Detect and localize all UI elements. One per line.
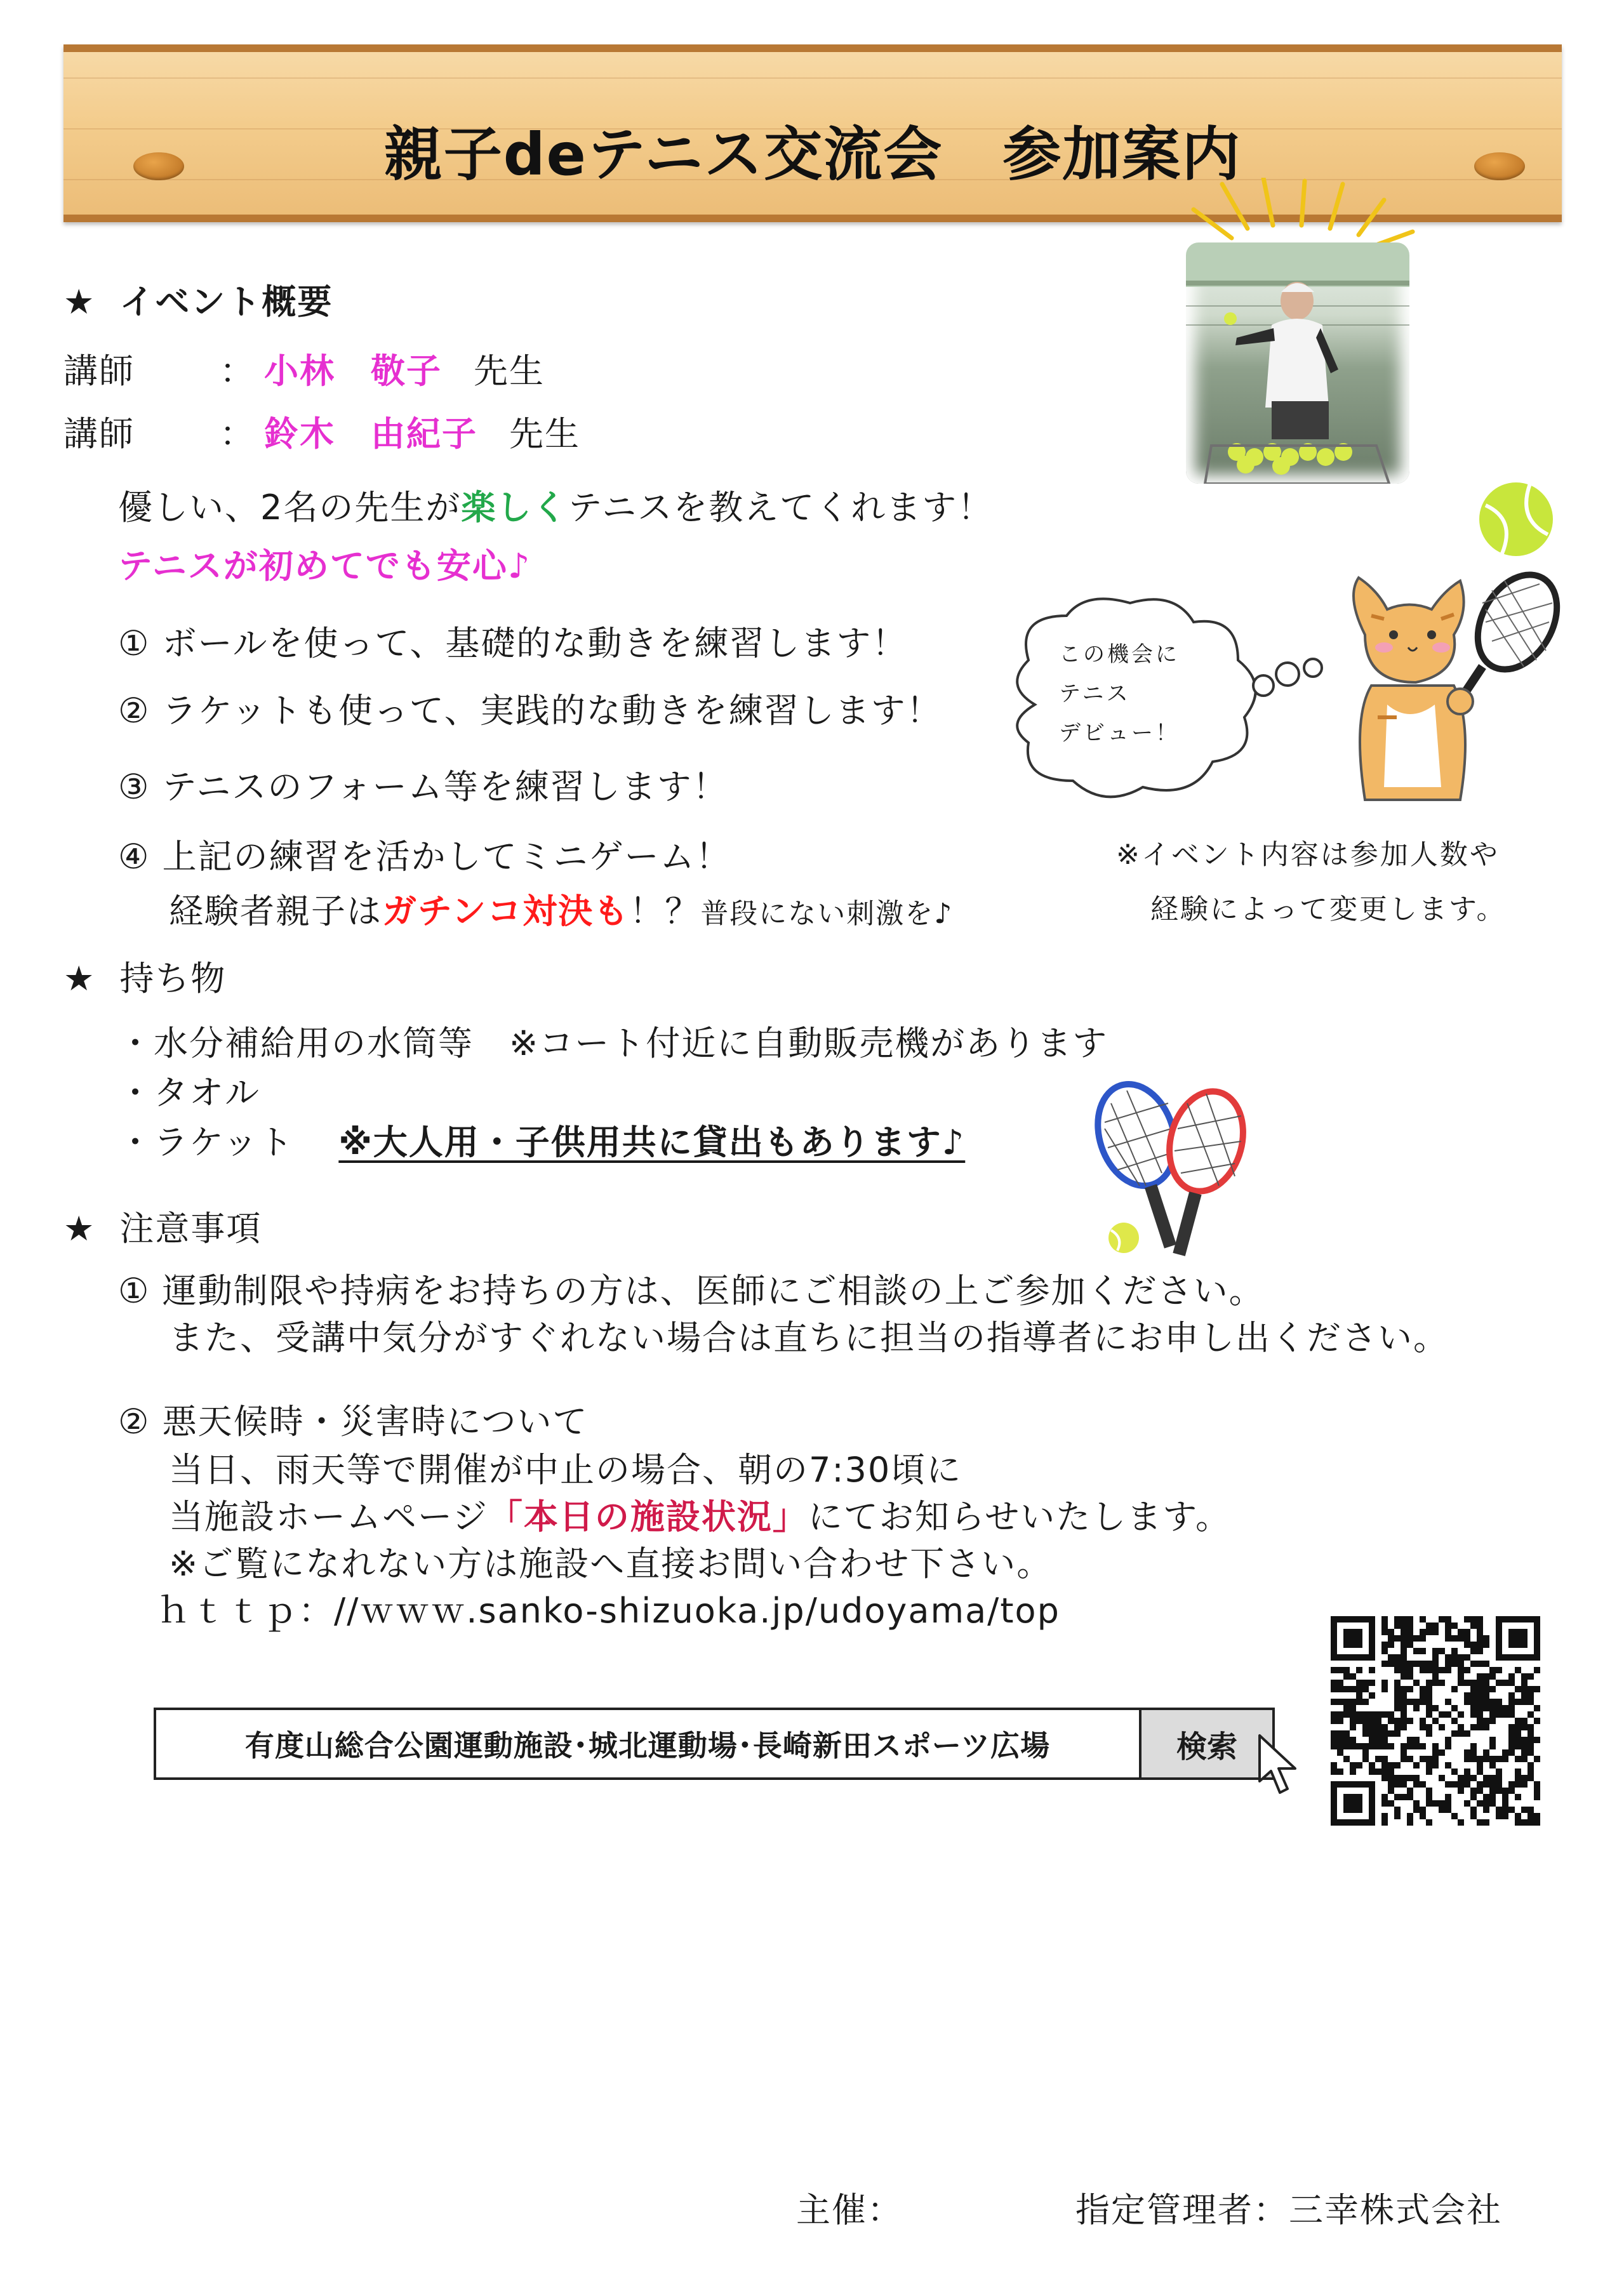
page-title: 親子deテニス交流会 参加案内 <box>383 121 1242 189</box>
search-bar <box>154 1708 1275 1780</box>
search-input[interactable]: 有度山総合公園運動施設･城北運動場･長崎新田スポーツ広場 <box>244 1729 1051 1763</box>
manager-label: 指定管理者：三幸株式会社 <box>1075 2190 1502 2230</box>
bubble-text: この機会に テニス デビュー！ <box>1059 642 1180 746</box>
notes-item-continued: 当施設ホームページ「本日の施設状況」にてお知らせいたします。 <box>169 1497 1231 1537</box>
tennis-ball-icon <box>1477 480 1555 559</box>
list-item: ・ラケット ※大人用・子供用共に貸出もあります♪ <box>118 1122 966 1162</box>
list-item: ・水分補給用の水筒等 ※コート付近に自動販売機があります <box>118 1023 1108 1063</box>
search-button[interactable]: 検索 <box>1139 1710 1272 1777</box>
notes-heading: ★ 注意事項 <box>63 1209 262 1249</box>
star-icon: ★ <box>63 1209 96 1249</box>
thought-bubble <box>990 590 1384 819</box>
overview-heading: ★ イベント概要 <box>63 282 333 322</box>
notes-item: ① 運動制限や持病をお持ちの方は、医師にご相談の上ご参加ください。 <box>118 1271 1265 1311</box>
beginner-line: テニスが初めてでも安心♪ <box>118 546 531 586</box>
note-line: 経験によって変更します。 <box>1150 893 1507 926</box>
racket-pair-illustration <box>1079 1078 1270 1262</box>
intro-line: 優しい、2名の先生が楽しくテニスを教えてくれます！ <box>118 488 994 528</box>
belongings-heading: ★ 持ち物 <box>63 959 227 999</box>
cat-tennis-illustration <box>1327 559 1568 806</box>
list-item: ③ テニスのフォーム等を練習します！ <box>118 767 728 807</box>
mouse-cursor-icon <box>1257 1733 1301 1796</box>
instructor-2: 講師 <box>63 414 135 454</box>
qr-code[interactable] <box>1331 1616 1540 1826</box>
instructor-photo <box>1186 242 1409 484</box>
list-item-continued: 経験者親子はガチンコ対決も！？普段にない刺激を♪ <box>169 891 954 931</box>
notes-item-continued: 当日、雨天等で開催が中止の場合、朝の7:30頃に <box>169 1450 962 1490</box>
instructor-2-name: ： 鈴木 由紀子 先生 <box>220 414 580 454</box>
list-item: ② ラケットも使って、実践的な動きを練習します！ <box>118 691 942 731</box>
list-item: ・タオル <box>118 1073 260 1113</box>
list-item: ④ 上記の練習を活かしてミニゲーム！ <box>118 837 731 877</box>
instructor-1-name: ： 小林 敬子 先生 <box>220 351 545 391</box>
host-label: 主催： <box>796 2190 903 2230</box>
list-item: ① ボールを使って、基礎的な動きを練習します！ <box>118 623 908 663</box>
note-line: ※イベント内容は参加人数や <box>1116 839 1500 871</box>
notes-item: ② 悪天候時・災害時について <box>118 1402 589 1442</box>
star-icon: ★ <box>63 959 96 999</box>
notes-item-continued: また、受講中気分がすぐれない場合は直ちに担当の指導者にお申し出ください。 <box>169 1318 1449 1358</box>
website-url[interactable]: ｈｔｔｐ：//ｗｗｗ.sanko-shizuoka.jp/udoyama/top <box>156 1591 1060 1631</box>
notes-item-continued: ※ご覧になれない方は施設へ直接お問い合わせ下さい。 <box>169 1544 1053 1584</box>
star-icon: ★ <box>63 282 96 322</box>
instructor-1: 講師 <box>63 351 135 391</box>
